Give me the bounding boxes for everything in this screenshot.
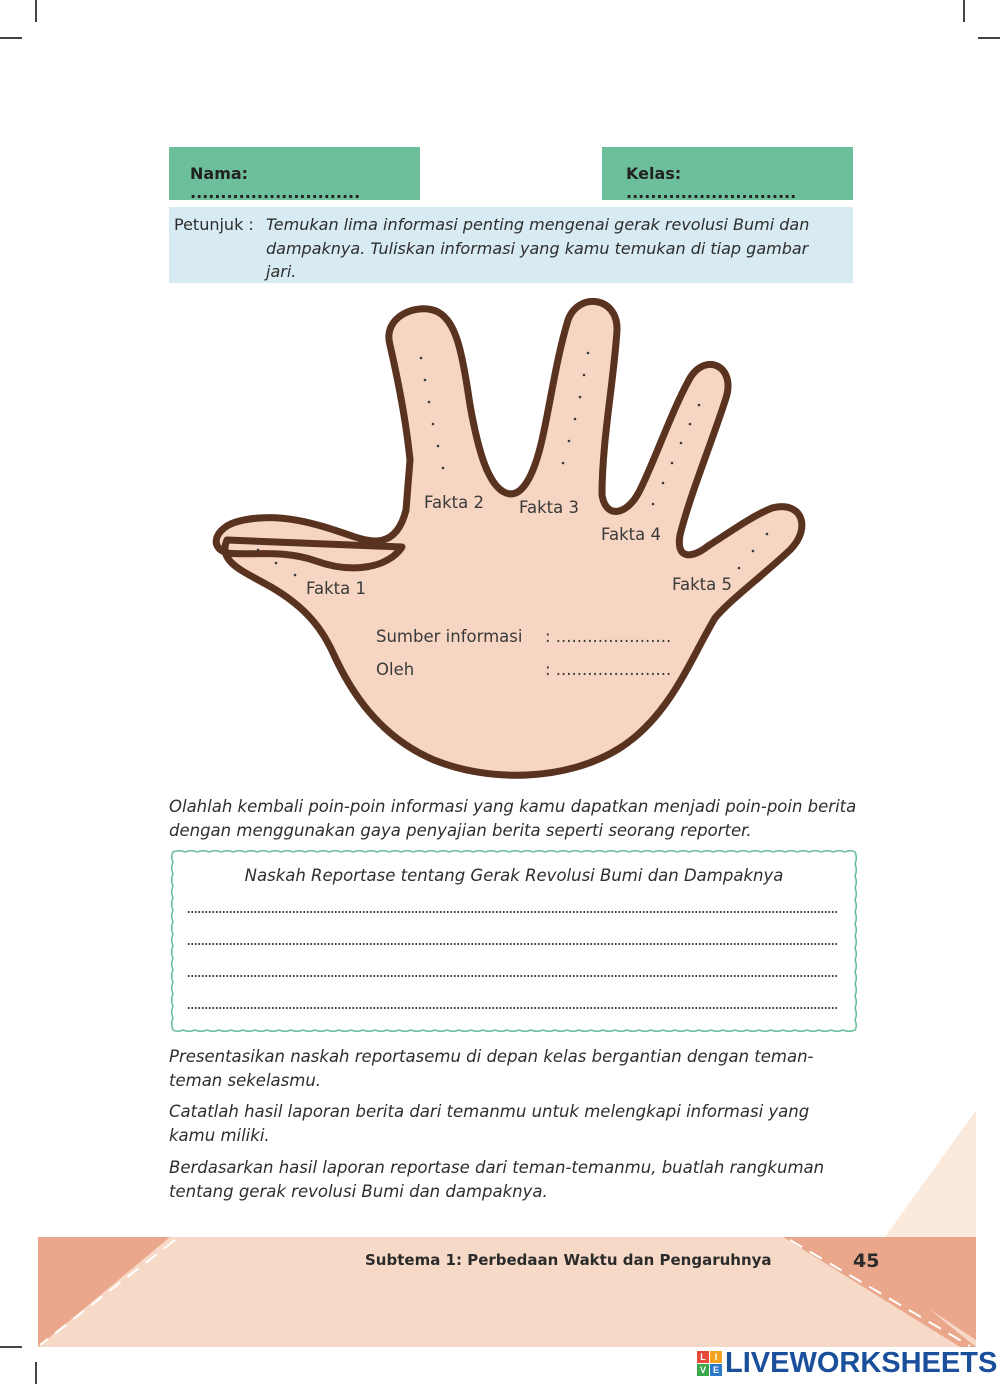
paragraph-presentasikan: Presentasikan naskah reportasemu di depan kelas bergantian dengan teman-teman sekelasmu. (169, 1047, 814, 1090)
naskah-title: Naskah Reportase tentang Gerak Revolusi Bumi dan Dampaknya (244, 866, 784, 885)
oleh-field[interactable]: : ...................... (545, 660, 672, 679)
paragraph-berdasarkan: Berdasarkan hasil laporan reportase dari teman-temanmu, buatlah rangkuman tentang gerak revolusi Bumi dan dampaknya. (169, 1158, 825, 1201)
instruction-label: Petunjuk : (174, 215, 254, 234)
brand-letter: L (697, 1351, 709, 1363)
fakta-1-label: Fakta 1 (306, 579, 366, 598)
paragraph-olahlah: Olahlah kembali poin-poin informasi yang kamu dapatkan menjadi poin-poin berita dengan menggunakan gaya penyajian berita seperti seorang reporter. (169, 797, 857, 840)
instruction-text: Temukan lima informasi penting mengenai gerak revolusi Bumi dan dampaknya. Tuliskan informasi yang kamu temukan di tiap gambar jari. (266, 215, 810, 281)
fakta-4-label: Fakta 4 (601, 525, 661, 544)
fakta-5-label: Fakta 5 (672, 575, 732, 594)
brand-icon (697, 1351, 722, 1376)
fakta-3-label: Fakta 3 (519, 498, 579, 517)
brand-letter: V (697, 1364, 709, 1376)
footer-subtema: Subtema 1: Perbedaan Waktu dan Pengaruhnya (365, 1251, 772, 1269)
oleh-label: Oleh (376, 660, 415, 679)
nama-label: Nama: ............................ (190, 164, 361, 202)
page-number: 45 (853, 1250, 880, 1272)
liveworksheets-logo (697, 1346, 997, 1380)
fakta-2-label: Fakta 2 (424, 493, 484, 512)
sumber-label: Sumber informasi (376, 627, 523, 646)
brand-letter: I (710, 1351, 722, 1363)
sumber-field[interactable]: : ...................... (545, 627, 672, 646)
brand-name: LIVEWORKSHEETS (725, 1347, 998, 1379)
kelas-label: Kelas: ............................ (626, 164, 797, 202)
brand-letter: E (710, 1364, 722, 1376)
paragraph-catatlah: Catatlah hasil laporan berita dari temanmu untuk melengkapi informasi yang kamu miliki. (169, 1102, 810, 1145)
